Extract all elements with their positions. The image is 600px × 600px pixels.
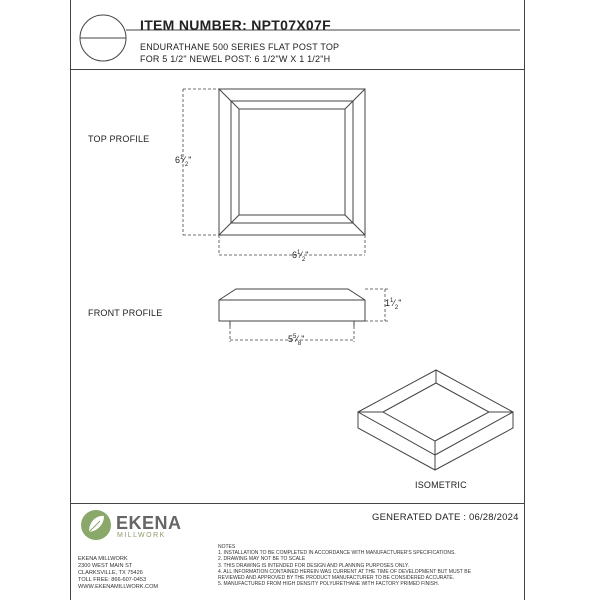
- note-line: 4. ALL INFORMATION CONTAINED HEREIN WAS CURRENT AT THE TIME OF DEVELOPMENT BUT MUST BE: [218, 568, 471, 575]
- company-line: TOLL FREE: 866-607-0453: [78, 577, 147, 583]
- ekena-logo-icon: [81, 510, 111, 540]
- company-info: [78, 556, 158, 591]
- top-profile-label: TOP PROFILE: [88, 134, 150, 144]
- isometric-drawing: [358, 370, 513, 470]
- note-line: REVIEWED AND APPROVED BY THE PRODUCT MANUFACTURER TO BE CONSIDERED ACCURATE.: [218, 575, 455, 582]
- description-line-1: ENDURATHANE 500 SERIES FLAT POST TOP: [140, 42, 340, 52]
- note-line: 5. MANUFACTURED FROM HIGH DENSITY POLYURETHANE WITH FACTORY PRIMED FINISH.: [218, 581, 439, 588]
- note-line: 1. INSTALLATION TO BE COMPLETED IN ACCORDANCE WITH MANUFACTURER'S SPECIFICATIONS.: [218, 550, 456, 557]
- company-line: EKENA MILLWORK: [78, 556, 128, 562]
- isometric-label: ISOMETRIC: [415, 480, 467, 490]
- logo-name: EKENA: [116, 513, 182, 533]
- front-profile-drawing: [219, 289, 365, 326]
- company-line: CLARKSVILLE, TX 75426: [78, 570, 143, 576]
- top-width-dimension: $6^1⁄_2$": [292, 250, 309, 263]
- company-line: WWW.EKENAMILLWORK.COM: [78, 584, 159, 590]
- front-base-dimension: $5^5⁄_8$": [288, 334, 305, 347]
- logo-tagline: MILLWORK: [117, 532, 166, 539]
- item-number-title: ITEM NUMBER: NPT07X07F: [140, 17, 331, 33]
- front-profile-label: FRONT PROFILE: [88, 308, 163, 318]
- company-line: 2300 WEST MAIN ST: [78, 563, 133, 569]
- note-line: 2. DRAWING MAY NOT BE TO SCALE: [218, 556, 306, 563]
- notes-title: NOTES: [218, 544, 236, 550]
- description-line-2: FOR 5 1/2" NEWEL POST: 6 1/2"W X 1 1/2"H: [140, 54, 331, 64]
- note-line: 3. THIS DRAWING IS INTENDED FOR DESIGN AND PLANNING PURPOSES ONLY.: [218, 562, 409, 569]
- generated-date: GENERATED DATE : 06/28/2024: [372, 512, 519, 523]
- notes-block: [218, 544, 471, 587]
- top-height-dimension: $6^1⁄_2$": [175, 155, 192, 168]
- top-profile-drawing: [219, 89, 365, 235]
- front-height-dimension: $1^1⁄_2$": [385, 298, 402, 311]
